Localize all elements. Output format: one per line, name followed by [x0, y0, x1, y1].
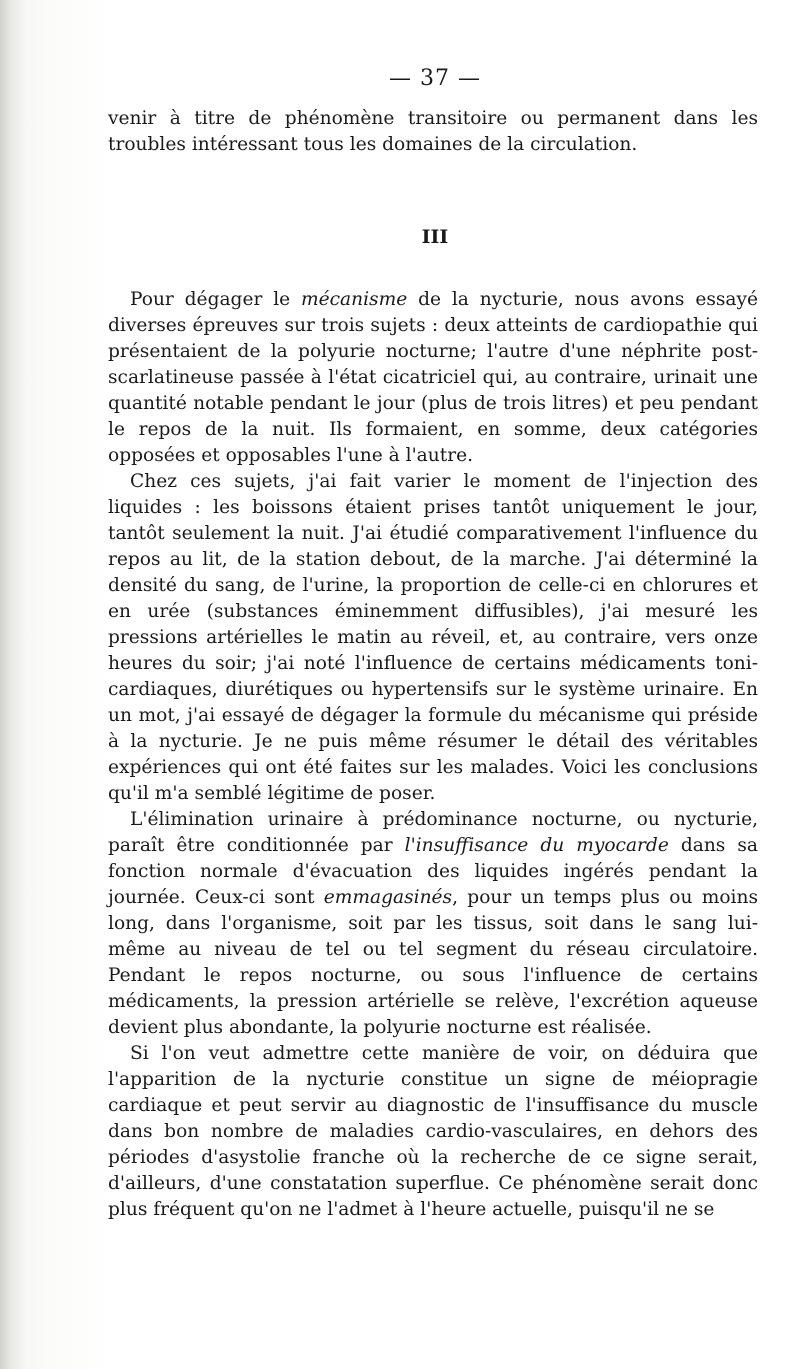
paragraph-experiments	[108, 469, 758, 807]
section-heading: III	[421, 226, 449, 248]
page-edge-shadow	[0, 0, 26, 1369]
paragraph-text: , pour un temps plus ou moins long, dans l'organisme, soit par les tissus, soit dans le sang lui-même au niveau de tel ou tel segment du réseau circulatoire. Pendant le repos nocturne, ou sous l'influence de certains médicaments, la pression artérielle se relève, l'excrétion aqueuse devient plus abondante, la polyurie nocturne est réalisée.	[108, 887, 758, 1038]
paragraph-text: L'élimination urinaire à prédominance nocturne, ou nycturie, paraît être conditionnée par	[108, 809, 758, 856]
paragraph-continuation	[108, 106, 758, 158]
paragraph-text: Si l'on veut admettre cette manière de voir, on déduira que l'apparition de la nycturie constitue un signe de méiopragie cardiaque et peut servir au diagnostic de l'insuffisance du muscle dans bon nombre de maladies cardio-vasculaires, en dehors des périodes d'asystolie franche où la recherche de ce signe serait, d'ailleurs, d'une constatation superflue. Ce phénomène serait donc plus fréquent qu'on ne l'admet à l'heure actuelle, puisqu'il ne se	[108, 1043, 758, 1220]
page-number: — 37 —	[389, 66, 481, 91]
italic-term: emmagasinés	[323, 887, 453, 908]
paragraph-deduction	[108, 1041, 758, 1223]
paragraph-text: dans sa fonction normale d'évacuation des liquides ingérés pendant la journée. Ceux-ci sont	[108, 835, 758, 908]
paragraph-conclusion	[108, 807, 758, 1041]
paragraph-text: venir à titre de phénomène transitoire ou permanent dans les troubles intéressant tous les domaines de la circulation.	[108, 108, 758, 155]
paragraph-mechanism	[108, 287, 758, 469]
text-block-main	[108, 287, 758, 1223]
paragraph-text: Chez ces sujets, j'ai fait varier le moment de l'injection des liquides : les boissons étaient prises tantôt uniquement le jour, tantôt seulement la nuit. J'ai étudié comparativement l'influence du repos au lit, de la station debout, de la marche. J'ai déterminé la densité du sang, de l'urine, la proportion de celle-ci en chlorures et en urée (substances éminemment diffusibles), j'ai mesuré les pressions artérielles le matin au réveil, et, au contraire, vers onze heures du soir; j'ai noté l'influence de certains médicaments toni-cardiaques, diurétiques ou hypertensifs sur le système urinaire. En un mot, j'ai essayé de dégager la formule du mécanisme qui préside à la nycturie. Je ne puis même résumer le détail des véritables expériences qui ont été faites sur les malades. Voici les conclusions qu'il m'a semblé légitime de poser.	[108, 471, 758, 804]
italic-term: l'insuffisance du myocarde	[404, 835, 669, 856]
text-block-top	[108, 106, 758, 158]
paragraph-text: de la nycturie, nous avons essayé diverses épreuves sur trois sujets : deux atteints de cardiopathie qui présentaient de la polyurie nocturne; l'autre d'une néphrite post-scarlatineuse passée à l'état cicatriciel qui, au contraire, urinait une quantité notable pendant le jour (plus de trois litres) et peu pendant le repos de la nuit. Ils formaient, en somme, deux catégories opposées et opposables l'une à l'autre.	[108, 289, 758, 466]
paragraph-text: Pour dégager le	[130, 289, 301, 310]
italic-term: mécanisme	[301, 289, 408, 310]
